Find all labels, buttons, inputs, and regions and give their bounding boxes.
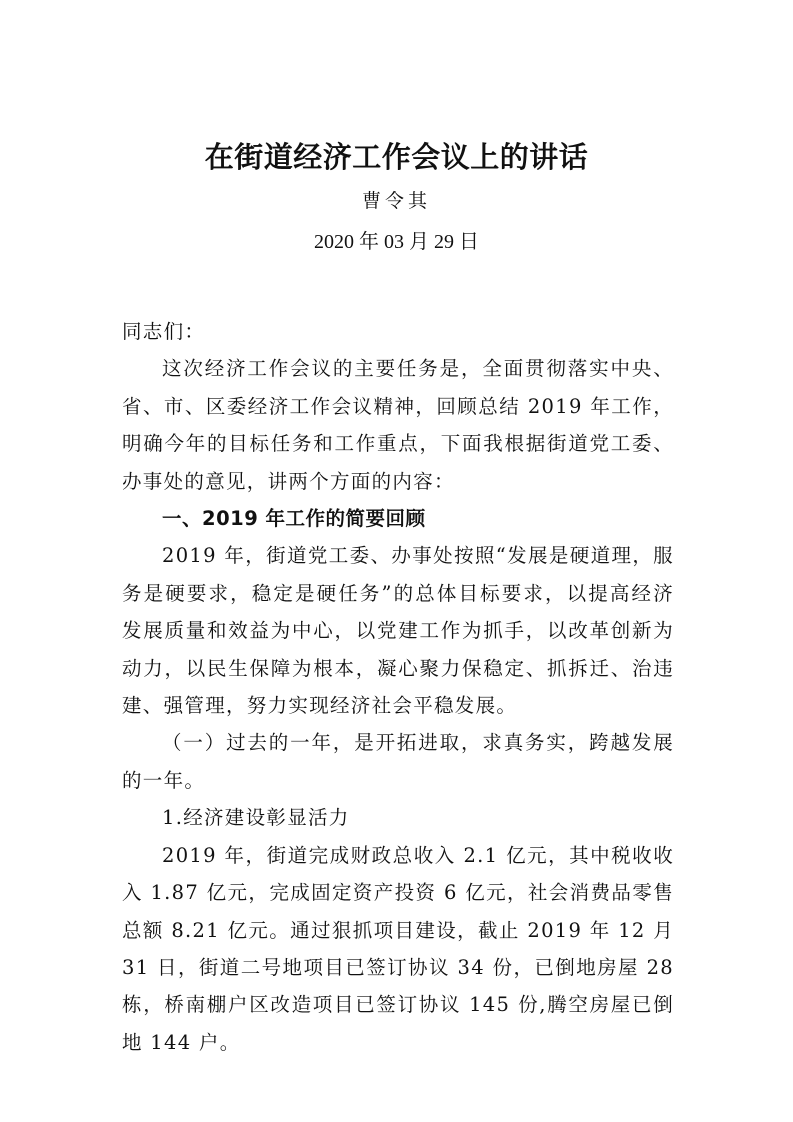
item-heading: 1.经济建设彰显活力 [162, 806, 350, 830]
salutation: 同志们： [122, 320, 206, 343]
document-title: 在街道经济工作会议上的讲话 [204, 140, 589, 174]
subsection-heading: （一）过去的一年，是开拓进取，求真务实，跨越发展的一年。 [122, 731, 674, 792]
economy-paragraph: 2019 年，街道完成财政总收入 2.1 亿元，其中税收收入 1.87 亿元，完成固定资产投资 6 亿元，社会消费品零售总额 8.21 亿元。通过狠抓项目建设，截止 2019 年 12 月 31 日，街道二号地项目已签订协议 34 份，已倒地房屋 28 栋，桥南棚户区改造项目已签订协议 145 份,腾空房屋已倒地 144 户。 [122, 843, 674, 1054]
section-heading: 一、2019 年工作的简要回顾 [162, 507, 426, 531]
document-date: 2020 年 03 月 29 日 [314, 231, 479, 253]
review-paragraph: 2019 年，街道党工委、办事处按照“发展是硬道理，服务是硬要求，稳定是硬任务”的总体目标要求，以提高经济发展质量和效益为中心，以党建工作为抓手，以改革创新为动力，以民生保障为根本，凝心聚力保稳定、抓拆迁、治违建、强管理，努力实现经济社会平稳发展。 [122, 544, 674, 718]
author-name: 曹令其 [361, 190, 431, 212]
document-body [122, 313, 674, 1061]
intro-paragraph: 这次经济工作会议的主要任务是，全面贯彻落实中央、省、市、区委经济工作会议精神，回顾总结 2019 年工作，明确今年的目标任务和工作重点，下面我根据街道党工委、办事处的意见，讲两个方面的内容： [122, 357, 674, 493]
